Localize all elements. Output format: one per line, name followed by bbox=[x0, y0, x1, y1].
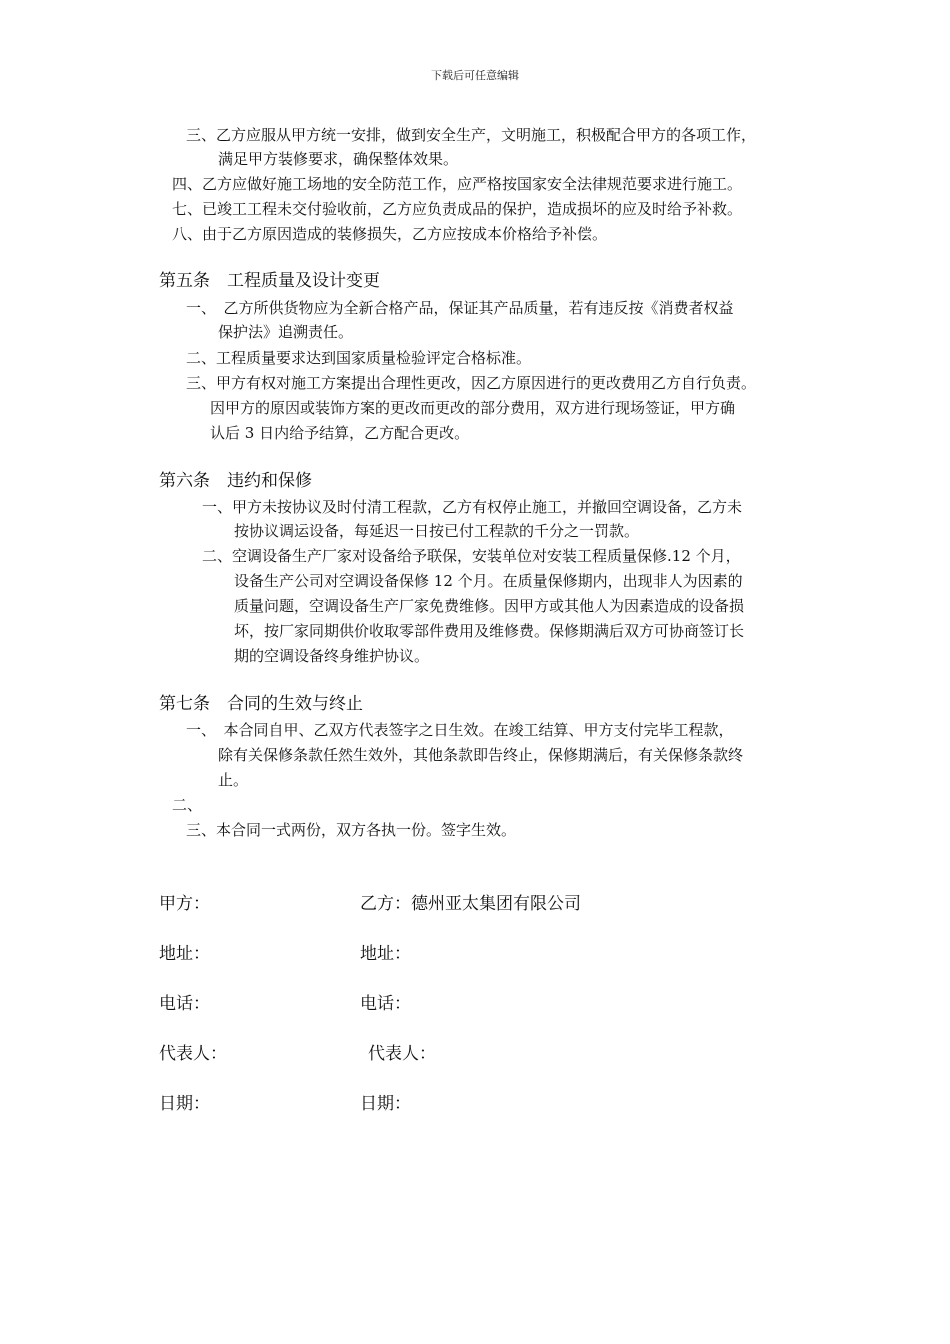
clause-6-1-line-2: 按协议调运设备，每延迟一日按已付工程款的千分之一罚款。 bbox=[234, 522, 640, 540]
clause-6-2-line-3: 质量问题，空调设备生产厂家免费维修。因甲方或其他人为因素造成的设备损 bbox=[234, 597, 745, 615]
clause-5-3-line-2: 因甲方的原因或装饰方案的更改而更改的部分费用，双方进行现场签证，甲方确 bbox=[210, 399, 736, 417]
clause-4-4: 四、乙方应做好施工场地的安全防范工作，应严格按国家安全法律规范要求进行施工。 bbox=[172, 175, 743, 193]
clause-6-2-line-1: 二、空调设备生产厂家对设备给予联保，安装单位对安装工程质量保修.12 个月， bbox=[202, 547, 741, 565]
clause-4-3-line-1: 三、乙方应服从甲方统一安排，做到安全生产，文明施工，积极配合甲方的各项工作， bbox=[186, 126, 757, 144]
party-b-label: 乙方：德州亚太集团有限公司 bbox=[360, 894, 581, 914]
clause-5-2: 二、工程质量要求达到国家质量检验评定合格标准。 bbox=[186, 349, 532, 367]
date-b-label: 日期： bbox=[360, 1094, 411, 1114]
clause-7-2: 二、 bbox=[172, 796, 203, 814]
clause-6-2-line-5: 期的空调设备终身维护协议。 bbox=[234, 647, 430, 665]
clause-5-3-line-1: 三、甲方有权对施工方案提出合理性更改，因乙方原因进行的更改费用乙方自行负责。 bbox=[186, 374, 757, 392]
clause-7-1-line-2: 除有关保修条款任然生效外，其他条款即告终止，保修期满后，有关保修条款终 bbox=[218, 746, 744, 764]
clause-7-1-line-3: 止。 bbox=[218, 771, 249, 789]
clause-5-1-line-2: 保护法》追溯责任。 bbox=[218, 323, 354, 341]
party-a-label: 甲方： bbox=[159, 894, 210, 914]
clause-5-3-line-3: 认后 3 日内给予结算，乙方配合更改。 bbox=[210, 424, 470, 442]
address-a-label: 地址： bbox=[159, 944, 210, 964]
clause-6-2-line-2: 设备生产公司对空调设备保修 12 个月。在质量保修期内，出现非人为因素的 bbox=[234, 572, 743, 590]
phone-b-label: 电话： bbox=[360, 994, 411, 1014]
date-a-label: 日期： bbox=[159, 1094, 210, 1114]
clause-6-1-line-1: 一、甲方未按协议及时付清工程款，乙方有权停止施工，并撤回空调设备，乙方未 bbox=[202, 498, 743, 516]
page-header: 下载后可任意编辑 bbox=[431, 69, 519, 82]
address-b-label: 地址： bbox=[360, 944, 411, 964]
representative-b-label: 代表人： bbox=[368, 1044, 436, 1064]
clause-5-1-line-1: 一、 乙方所供货物应为全新合格产品，保证其产品质量，若有违反按《消费者权益 bbox=[186, 299, 734, 317]
clause-4-7: 七、已竣工工程未交付验收前，乙方应负责成品的保护，造成损坏的应及时给予补救。 bbox=[172, 200, 743, 218]
section-5-title: 第五条 工程质量及设计变更 bbox=[159, 271, 380, 291]
phone-a-label: 电话： bbox=[159, 994, 210, 1014]
representative-a-label: 代表人： bbox=[159, 1044, 227, 1064]
clause-6-2-line-4: 坏，按厂家同期供价收取零部件费用及维修费。保修期满后双方可协商签订长 bbox=[234, 622, 745, 640]
clause-7-1-line-1: 一、 本合同自甲、乙双方代表签字之日生效。在竣工结算、甲方支付完毕工程款， bbox=[186, 721, 734, 739]
clause-4-3-line-2: 满足甲方装修要求，确保整体效果。 bbox=[218, 150, 459, 168]
clause-4-8: 八、由于乙方原因造成的装修损失，乙方应按成本价格给予补偿。 bbox=[172, 225, 608, 243]
section-7-title: 第七条 合同的生效与终止 bbox=[159, 694, 363, 714]
clause-7-3: 三、本合同一式两份，双方各执一份。签字生效。 bbox=[186, 821, 517, 839]
section-6-title: 第六条 违约和保修 bbox=[159, 471, 312, 491]
